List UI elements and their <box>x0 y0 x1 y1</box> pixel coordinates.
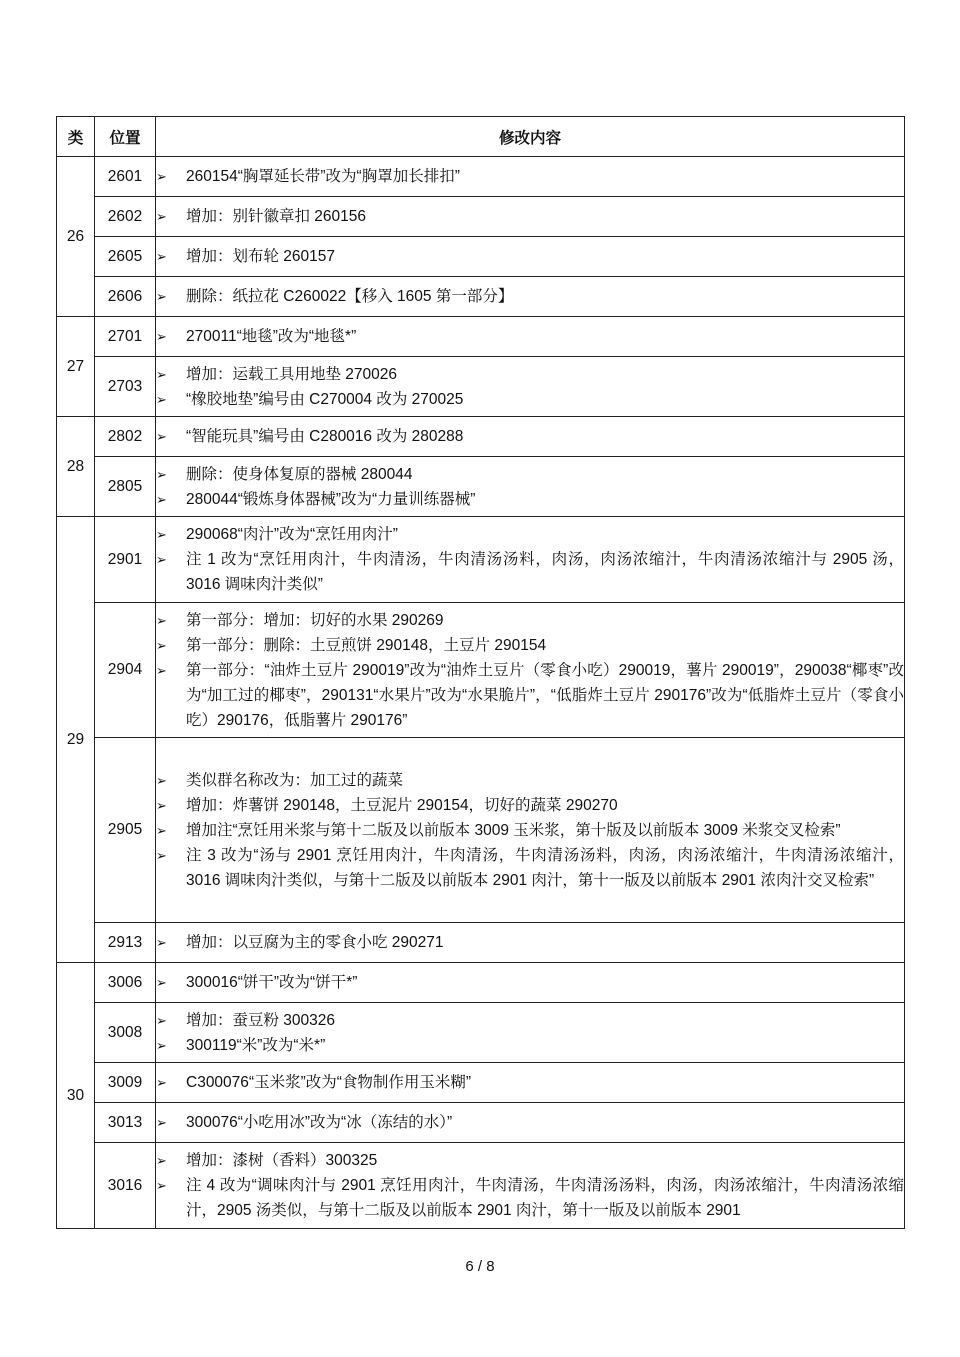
table-row <box>57 738 905 923</box>
arrow-bullet-icon: ➢ <box>156 975 167 990</box>
list-item <box>156 608 904 633</box>
table-row <box>57 317 905 357</box>
list-item <box>156 1070 904 1095</box>
position-cell: 2802 <box>95 417 156 457</box>
revision-table <box>56 116 905 1229</box>
content-cell <box>156 517 905 603</box>
item-text: “橡胶地垫”编号由 C270004 改为 270025 <box>186 390 464 408</box>
list-item <box>156 818 904 843</box>
list-item <box>156 164 904 189</box>
item-text: 300119“米”改为“米*” <box>186 1036 326 1054</box>
content-cell <box>156 197 905 237</box>
class-cell: 27 <box>57 317 95 417</box>
list-item <box>156 768 904 793</box>
item-text: 260154“胸罩延长带”改为“胸罩加长排扣” <box>186 168 460 185</box>
list-item <box>156 547 904 597</box>
position-cell: 2913 <box>95 923 156 963</box>
content-cell <box>156 1003 905 1063</box>
arrow-bullet-icon: ➢ <box>156 1153 167 1168</box>
arrow-bullet-icon: ➢ <box>156 249 167 264</box>
item-text: 删除：纸拉花 C260022【移入 1605 第一部分】 <box>186 288 514 305</box>
table-row <box>57 197 905 237</box>
content-cell <box>156 357 905 417</box>
arrow-bullet-icon: ➢ <box>156 209 167 224</box>
arrow-bullet-icon: ➢ <box>156 797 167 813</box>
page-number: 6 / 8 <box>465 1258 495 1275</box>
item-text: C300076“玉米浆”改为“食物制作用玉米糊” <box>186 1074 472 1091</box>
list-item <box>156 522 904 547</box>
list-item <box>156 462 904 487</box>
content-cell <box>156 1103 905 1143</box>
class-cell: 29 <box>57 517 95 963</box>
item-text: 注 3 改为“汤与 2901 烹饪用肉汁，牛肉清汤，牛肉清汤汤料，肉汤，肉汤浓缩汁，牛肉清汤浓缩汁，3016 调味肉汁类似，与第十二版及以前版本 2901 肉汁，第十一版及以前版本 2901 浓肉汁交叉检索” <box>186 846 904 889</box>
item-text: 增加：蚕豆粉 300326 <box>186 1011 336 1029</box>
table-row <box>57 1003 905 1063</box>
list-item <box>156 930 904 955</box>
table-row <box>57 157 905 197</box>
arrow-bullet-icon: ➢ <box>156 1075 167 1090</box>
item-text: 增加：以豆腐为主的零食小吃 290271 <box>186 934 444 951</box>
table-row <box>57 1063 905 1103</box>
arrow-bullet-icon: ➢ <box>156 822 167 838</box>
arrow-bullet-icon: ➢ <box>156 366 167 382</box>
content-cell <box>156 457 905 517</box>
content-cell <box>156 1063 905 1103</box>
position-cell: 2905 <box>95 738 156 923</box>
list-item <box>156 843 904 893</box>
class-cell: 26 <box>57 157 95 317</box>
item-text: 类似群名称改为：加工过的蔬菜 <box>186 771 404 789</box>
content-cell <box>156 923 905 963</box>
item-text: “智能玩具”编号由 C280016 改为 280288 <box>186 428 464 445</box>
arrow-bullet-icon: ➢ <box>156 1178 167 1193</box>
arrow-bullet-icon: ➢ <box>156 1012 167 1028</box>
content-cell <box>156 738 905 923</box>
item-text: 增加：运载工具用地垫 270026 <box>186 365 398 383</box>
content-cell <box>156 603 905 738</box>
position-cell: 2605 <box>95 237 156 277</box>
list-item <box>156 1148 904 1173</box>
table-row <box>57 417 905 457</box>
item-text: 280044“锻炼身体器械”改为“力量训练器械” <box>186 490 476 508</box>
arrow-bullet-icon: ➢ <box>156 612 167 628</box>
content-cell <box>156 277 905 317</box>
list-item <box>156 387 904 412</box>
header-position: 位置 <box>95 117 156 157</box>
item-text: 删除：使身体复原的器械 280044 <box>186 465 413 483</box>
table-body <box>57 157 905 1229</box>
position-cell: 2703 <box>95 357 156 417</box>
table-row <box>57 963 905 1003</box>
arrow-bullet-icon: ➢ <box>156 491 167 507</box>
item-text: 290068“肉汁”改为“烹饪用肉汁” <box>186 526 398 543</box>
item-text: 第一部分：删除：土豆煎饼 290148，土豆片 290154 <box>186 636 547 654</box>
item-text: 增加：别针徽章扣 260156 <box>186 208 367 225</box>
content-cell <box>156 317 905 357</box>
arrow-bullet-icon: ➢ <box>156 1037 167 1053</box>
arrow-bullet-icon: ➢ <box>156 552 167 567</box>
arrow-bullet-icon: ➢ <box>156 935 167 950</box>
list-item <box>156 1033 904 1058</box>
list-item <box>156 324 904 349</box>
content-cell <box>156 237 905 277</box>
arrow-bullet-icon: ➢ <box>156 847 167 863</box>
position-cell: 2805 <box>95 457 156 517</box>
list-item <box>156 204 904 229</box>
table-row <box>57 1143 905 1229</box>
table-row <box>57 277 905 317</box>
header-category: 类 <box>57 117 95 157</box>
position-cell: 2901 <box>95 517 156 603</box>
arrow-bullet-icon: ➢ <box>156 637 167 653</box>
arrow-bullet-icon: ➢ <box>156 429 167 444</box>
position-cell: 3008 <box>95 1003 156 1063</box>
class-cell: 30 <box>57 963 95 1229</box>
list-item <box>156 424 904 449</box>
list-item <box>156 362 904 387</box>
position-cell: 2606 <box>95 277 156 317</box>
table-row <box>57 923 905 963</box>
list-item <box>156 487 904 512</box>
position-cell: 2701 <box>95 317 156 357</box>
list-item <box>156 970 904 995</box>
arrow-bullet-icon: ➢ <box>156 466 167 482</box>
class-cell: 28 <box>57 417 95 517</box>
item-text: 270011“地毯”改为“地毯*” <box>186 328 357 345</box>
table-row <box>57 517 905 603</box>
content-cell <box>156 1143 905 1229</box>
list-item <box>156 284 904 309</box>
table-row <box>57 237 905 277</box>
arrow-bullet-icon: ➢ <box>156 169 167 184</box>
content-cell <box>156 417 905 457</box>
position-cell: 2904 <box>95 603 156 738</box>
item-text: 增加注“烹饪用米浆与第十二版及以前版本 3009 玉米浆，第十版及以前版本 3009 米浆交叉检索” <box>186 821 841 839</box>
table-header-row <box>57 117 905 157</box>
header-content: 修改内容 <box>156 117 905 157</box>
arrow-bullet-icon: ➢ <box>156 662 167 678</box>
position-cell: 2602 <box>95 197 156 237</box>
list-item <box>156 1173 904 1223</box>
content-cell <box>156 157 905 197</box>
list-item <box>156 633 904 658</box>
item-text: 300076“小吃用冰”改为“冰（冻结的水）” <box>186 1114 453 1131</box>
item-text: 注 4 改为“调味肉汁与 2901 烹饪用肉汁，牛肉清汤，牛肉清汤汤料，肉汤，肉汤浓缩汁，牛肉清汤浓缩汁，2905 汤类似，与第十二版及以前版本 2901 肉汁，第十一版及以前版本 2901 <box>186 1177 904 1219</box>
arrow-bullet-icon: ➢ <box>156 329 167 344</box>
table-row <box>57 1103 905 1143</box>
position-cell: 3009 <box>95 1063 156 1103</box>
arrow-bullet-icon: ➢ <box>156 1115 167 1130</box>
arrow-bullet-icon: ➢ <box>156 527 167 542</box>
arrow-bullet-icon: ➢ <box>156 772 167 788</box>
position-cell: 3006 <box>95 963 156 1003</box>
item-text: 300016“饼干”改为“饼干*” <box>186 974 358 991</box>
arrow-bullet-icon: ➢ <box>156 391 167 407</box>
list-item <box>156 1008 904 1033</box>
arrow-bullet-icon: ➢ <box>156 289 167 304</box>
list-item <box>156 793 904 818</box>
item-text: 第一部分：“油炸土豆片 290019”改为“油炸土豆片（零食小吃）290019，薯片 290019”，290038“椰枣”改为“加工过的椰枣”，290131“水果片”改为“水果脆片”，“低脂炸土豆片 290176”改为“低脂炸土豆片（零食小吃）290176，低脂薯片 290176” <box>186 661 904 729</box>
item-text: 第一部分：增加：切好的水果 290269 <box>186 611 444 629</box>
item-text: 注 1 改为“烹饪用肉汁，牛肉清汤，牛肉清汤汤料，肉汤，肉汤浓缩汁，牛肉清汤浓缩汁与 2905 汤，3016 调味肉汁类似” <box>186 551 904 593</box>
list-item <box>156 658 904 733</box>
table-row <box>57 357 905 417</box>
content-cell <box>156 963 905 1003</box>
table-row <box>57 457 905 517</box>
item-text: 增加：划布轮 260157 <box>186 248 336 265</box>
position-cell: 2601 <box>95 157 156 197</box>
table-row <box>57 603 905 738</box>
position-cell: 3013 <box>95 1103 156 1143</box>
item-text: 增加：漆树（香料）300325 <box>186 1152 378 1169</box>
position-cell: 3016 <box>95 1143 156 1229</box>
list-item <box>156 1110 904 1135</box>
item-text: 增加：炸薯饼 290148，土豆泥片 290154，切好的蔬菜 290270 <box>186 796 618 814</box>
list-item <box>156 244 904 269</box>
